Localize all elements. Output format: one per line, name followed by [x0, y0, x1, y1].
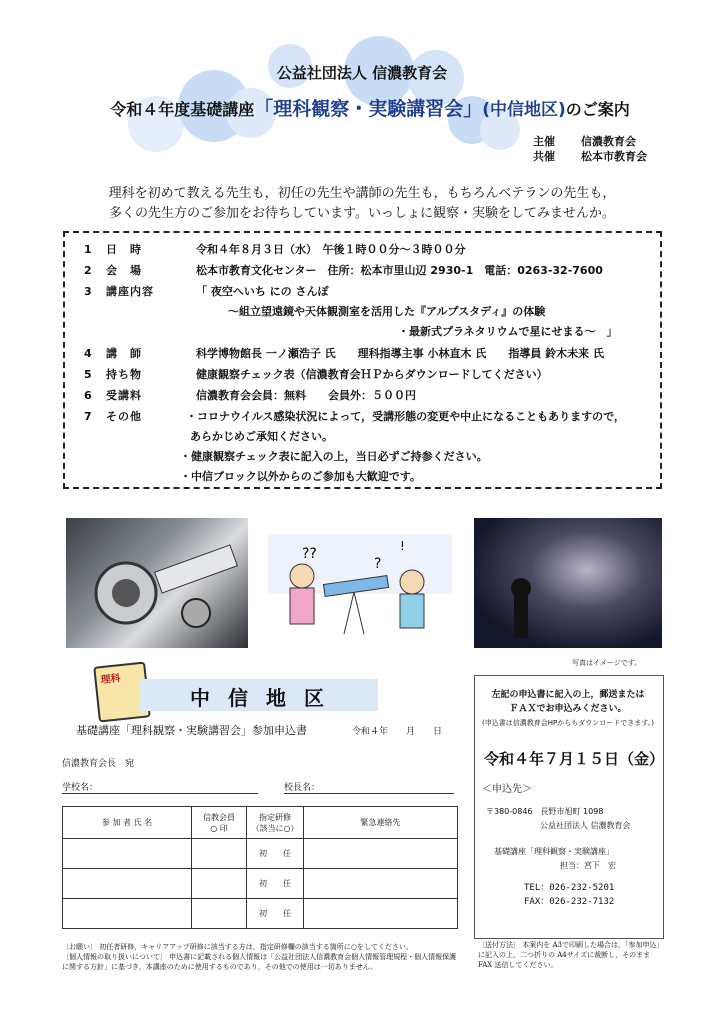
- table-row[interactable]: [63, 839, 458, 869]
- sponsor-name: 信濃教育会: [581, 135, 636, 148]
- info-row-content-cont: ・最新式プラネタリウムで星にせまる～ 」: [398, 325, 618, 338]
- tel: TEL：026-232-5201: [524, 883, 615, 893]
- note-tag: 〔個人情報の取り扱いについて〕: [62, 953, 167, 961]
- sponsor-role: 主催: [533, 135, 555, 148]
- svg-text:?: ?: [374, 556, 382, 572]
- page-title: [60, 94, 680, 121]
- title-main: 「理科観察・実験講習会」: [254, 98, 483, 120]
- note-text: 初任者研修，キャリアアップ研修に該当する方は，指定研修欄の該当する箇所に○をしてください。: [99, 943, 413, 951]
- col-header: 指定研修 （該当に○）: [247, 807, 304, 839]
- photo-note: 写真はイメージです。: [572, 659, 642, 667]
- info-row-date: 1 日 時 令和４年８月３日（水） 午後１時００分～３時００分: [84, 243, 466, 256]
- title-suffix: のご案内: [565, 100, 630, 119]
- intro-text: [0, 184, 724, 224]
- send-method: [478, 940, 664, 970]
- info-row-fee: 6 受講料 信濃教育会会員：無料 会員外：５００円: [84, 389, 416, 402]
- send-line: (申込書は信濃教育会HPからもダウンロードできます。): [482, 719, 654, 727]
- svg-text:!: !: [400, 539, 405, 553]
- school-field[interactable]: 学校名：: [62, 780, 258, 794]
- fax: FAX：026-232-7132: [524, 897, 615, 907]
- info-row-content-cont: ～組立望遠鏡や天体観測室を活用した『アルプスタディ』の体験: [228, 305, 546, 318]
- info-row-other-cont: あらかじめご承知ください。: [190, 430, 333, 443]
- info-row-content: 3 講座内容 「 夜空へいち にの さんぽ: [84, 285, 329, 298]
- training-cell: 初 任: [247, 899, 304, 929]
- region-title: 中信地区: [190, 686, 342, 710]
- info-row-belongings: 5 持ち物 健康観察チェック表（信濃教育会ＨＰからダウンロードしてください）: [84, 368, 548, 381]
- sponsors: [533, 134, 647, 164]
- training-cell: 初 任: [247, 869, 304, 899]
- sponsor-name: 松本市教育会: [581, 150, 647, 163]
- address: 〒380-0846 長野市旭町 1098: [486, 807, 604, 816]
- note-tag: 〔お願い〕: [62, 943, 97, 951]
- form-heading: 基礎講座「理科観察・実験講習会」参加申込書: [76, 724, 307, 737]
- application-table: [62, 806, 458, 929]
- col-header: 信教会員 ○ 印: [192, 807, 247, 839]
- send-instructions: [474, 688, 662, 730]
- table-row[interactable]: [63, 899, 458, 929]
- send-line: ＦＡＸでお申込みください。: [509, 704, 627, 714]
- info-row-venue: 2 会 場 松本市教育文化センター 住所：松本市里山辺 2930-1 電話：0263-32-7600: [84, 264, 603, 277]
- method-text: 本案内を A3で印刷した場合は，「参加申込」に記入の上，二つ折りの A4サイズに裁断し，そのまま FAX 送信してください。: [478, 941, 664, 969]
- info-row-other: 7 その他 ・コロナウイルス感染状況によって，受講形態の変更や中止になることもありますので，: [84, 410, 625, 423]
- cartoon-illustration: [262, 528, 458, 640]
- principal-field[interactable]: 校長名：: [284, 780, 454, 794]
- course-name: 基礎講座「理科観察・実験講座」: [494, 847, 614, 856]
- svg-text:??: ??: [302, 546, 317, 562]
- info-row-other-cont: ・健康観察チェック表に記入の上，当日必ずご持参ください。: [180, 450, 488, 463]
- table-row[interactable]: [63, 869, 458, 899]
- organization-name: 公益社団法人 信濃教育会: [276, 64, 448, 82]
- info-row-lecturers: 4 講 師 科学博物館長 一ノ瀬浩子 氏 理科指導主事 小林直木 氏 指導員 鈴木未来 氏: [84, 347, 604, 360]
- telescope-photo: [66, 518, 248, 648]
- method-tag: 〔送付方法〕: [478, 941, 520, 949]
- destination-label: ＜申込先＞: [482, 784, 532, 795]
- intro-line: 理科を初めて教える先生も，初任の先生や講師の先生も，もちろんベテランの先生も，: [108, 186, 616, 201]
- training-cell: 初 任: [247, 839, 304, 869]
- send-line: 左記の申込書に記入の上，郵送または: [491, 690, 645, 700]
- intro-line: 多くの先生方のご参加をお待ちしています。いっしょに観察・実験をしてみませんか。: [109, 206, 615, 221]
- info-row-other-cont: ・中信ブロック以外からのご参加も大歓迎です。: [180, 470, 421, 483]
- form-date-line: 令和４年 月 日: [352, 727, 443, 737]
- form-addressee: 信濃教育会長 宛: [62, 759, 135, 769]
- col-header: 参 加 者 氏 名: [63, 807, 192, 839]
- contact-person: 担当：宮下 宏: [560, 861, 616, 870]
- deadline: 令和４年７月１５日（金）: [484, 750, 665, 768]
- planetarium-photo: [474, 518, 662, 648]
- title-prefix: 令和４年度基礎講座: [110, 100, 255, 119]
- book-label: 理科: [100, 673, 122, 687]
- note-text: 申込書に記載される個人情報は「公益社団法人信濃教育会個人情報管理規程・個人情報保護に関する方針」に基づき，本講座のために使用するものであり，その他での使用は一切ありません。: [62, 953, 457, 971]
- title-region: (中信地区): [482, 100, 566, 120]
- sponsor-role: 共催: [533, 150, 555, 163]
- col-header: 緊急連絡先: [304, 807, 458, 839]
- form-notes: [62, 942, 462, 972]
- send-org: 公益社団法人 信濃教育会: [540, 821, 631, 830]
